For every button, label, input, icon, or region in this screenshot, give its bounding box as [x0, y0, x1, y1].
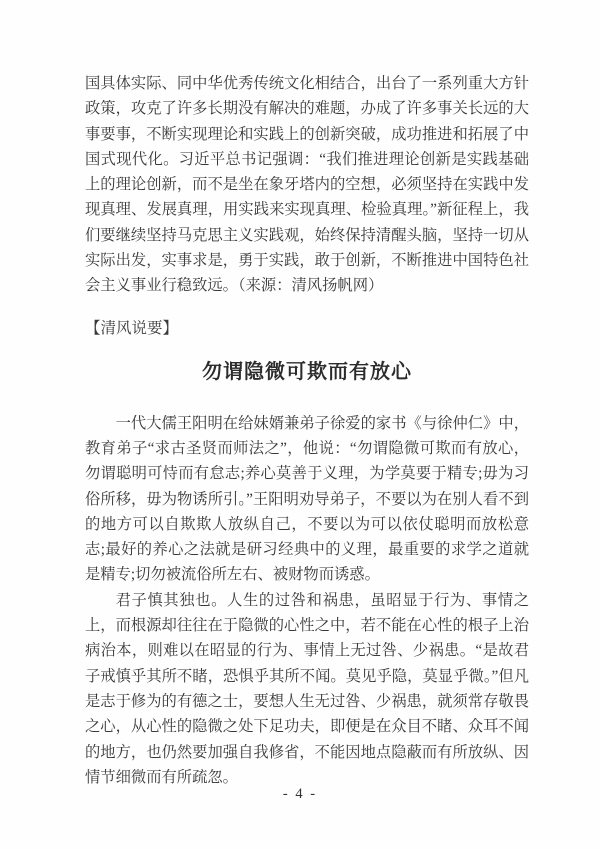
article-title: 勿谓隐微可欺而有放心: [202, 360, 412, 383]
section-heading: 【清风说要】: [85, 319, 179, 337]
intro-paragraph: 国具体实际、同中华优秀传统文化相结合，出台了一系列重大方针政策，攻克了许多长期没有解决的难题，办成了许多事关长远的大事要事，不断实现理论和实践上的创新突破，成功推进和拓展了中国式现代化。习近平总书记强调：“我们推进理论创新是实践基础上的理论创新，而不是坐在象牙塔内的空想，必须坚持在实践中发现真理、发展真理，用实践来实现真理、检验真理。”新征程上，我们要继续坚持马克思主义实践观，始终保持清醒头脑，坚持一切从实际出发，实事求是，勇于实践，敢于创新，不断推进中国特色社会主义事业行稳致远。（来源：清风扬帆网）: [85, 75, 529, 295]
article-paragraph-1: 一代大儒王阳明在给妹婿兼弟子徐爱的家书《与徐仲仁》中，教育弟子“求古圣贤而师法之”，他说：“勿谓隐微可欺而有放心，勿谓聪明可恃而有怠志;养心莫善于义理，为学莫要于精专;毋为习俗所移，毋为物诱所引。”王阳明劝导弟子，不要以为在别人看不到的地方可以自欺欺人放纵自己，不要以为可以依仗聪明而放松意志;最好的养心之法就是研习经典中的义理，最重要的求学之道就是精专;切勿被流俗所左右、被财物而诱惑。: [85, 414, 529, 584]
article-paragraph-2: 君子慎其独也。人生的过咎和祸患，虽昭显于行为、事情之上，而根源却往往在于隐微的心性之中，若不能在心性的根子上治病治本，则难以在昭显的行为、事情上无过咎、少祸患。“是故君子戒慎乎其所不睹，恐惧乎其所不闻。莫见乎隐，莫显乎微。”但凡是志于修为的有德之士，要想人生无过咎、少祸患，就须常存敬畏之心，从心性的隐微之处下足功夫，即便是在众目不睹、众耳不闻的地方，也仍然要加强自我修省，不能因地点隐蔽而有所放纵、因情节细微而有所疏忽。: [85, 591, 529, 786]
document-page: [85, 71, 529, 790]
page-number: - 4 -: [282, 786, 318, 802]
